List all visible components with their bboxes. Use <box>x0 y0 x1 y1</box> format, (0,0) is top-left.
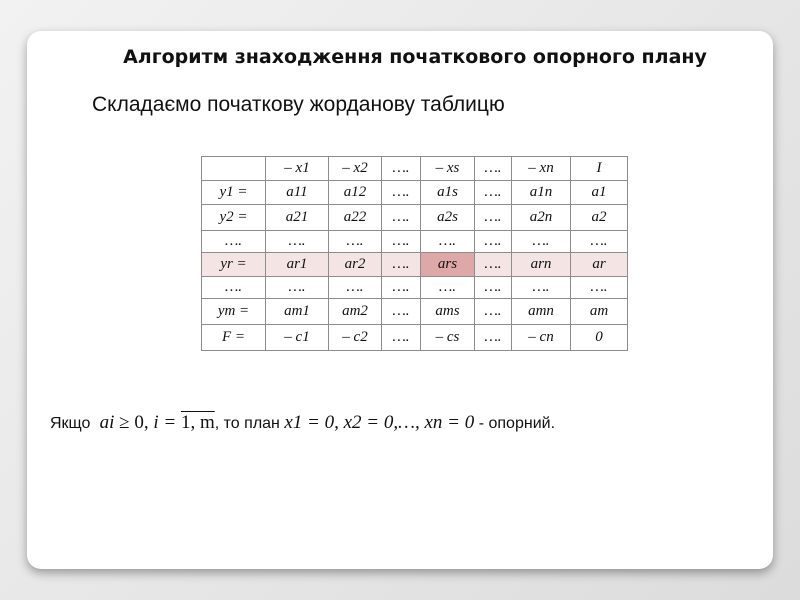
optimality-condition: Якщо ai ≥ 0, i = 1, m, то план x1 = 0, x2 = 0,…, xn = 0 - опорний. <box>50 412 556 433</box>
table-cell: …. <box>202 277 266 299</box>
table-cell: a22 <box>329 205 382 231</box>
jordan-table <box>201 156 628 351</box>
table-cell: …. <box>571 231 628 253</box>
condition-prefix: Якщо <box>50 415 91 432</box>
table-cell: ams <box>421 299 475 325</box>
table-cell: a1s <box>421 181 475 205</box>
table-cell: ar <box>571 253 628 277</box>
table-cell: – xs <box>421 157 475 181</box>
table-cell: …. <box>475 277 512 299</box>
table-cell: a1n <box>512 181 571 205</box>
table-cell: …. <box>475 231 512 253</box>
table-row <box>202 157 628 181</box>
table-cell: a2s <box>421 205 475 231</box>
table-cell <box>202 157 266 181</box>
table-cell: …. <box>382 231 421 253</box>
table-cell: …. <box>421 231 475 253</box>
table-cell: …. <box>475 253 512 277</box>
slide-subtitle: Складаємо початкову жорданову таблицю <box>92 93 505 116</box>
table-cell: …. <box>382 205 421 231</box>
table-row <box>202 299 628 325</box>
table-cell: …. <box>475 205 512 231</box>
table-cell: …. <box>475 299 512 325</box>
table-cell: …. <box>382 253 421 277</box>
table-cell: a12 <box>329 181 382 205</box>
table-cell: – cn <box>512 325 571 351</box>
condition-suffix: - опорний. <box>478 415 556 432</box>
table-cell: ym = <box>202 299 266 325</box>
table-row <box>202 205 628 231</box>
table-cell: …. <box>266 231 329 253</box>
table-cell: – c1 <box>266 325 329 351</box>
table-cell: a11 <box>266 181 329 205</box>
table-cell: …. <box>512 231 571 253</box>
table-cell: y1 = <box>202 181 266 205</box>
table-cell: – c2 <box>329 325 382 351</box>
table-cell: …. <box>475 157 512 181</box>
table-cell: am <box>571 299 628 325</box>
pivot-cell: ars <box>421 253 475 277</box>
table-row <box>202 325 628 351</box>
table-cell: …. <box>266 277 329 299</box>
table-cell: …. <box>382 325 421 351</box>
table-cell: I <box>571 157 628 181</box>
table-row <box>202 181 628 205</box>
table-cell: …. <box>571 277 628 299</box>
table-cell: F = <box>202 325 266 351</box>
table-cell: …. <box>382 181 421 205</box>
table-cell: …. <box>475 181 512 205</box>
table-cell: …. <box>512 277 571 299</box>
table-cell: – x2 <box>329 157 382 181</box>
table-cell: …. <box>382 299 421 325</box>
table-cell: …. <box>382 157 421 181</box>
table-row <box>202 231 628 253</box>
table-cell: arn <box>512 253 571 277</box>
condition-plan: x1 = 0, x2 = 0,…, xn = 0 <box>284 412 475 433</box>
table-cell: amn <box>512 299 571 325</box>
table-cell: am2 <box>329 299 382 325</box>
table-cell: 0 <box>571 325 628 351</box>
table-cell: yr = <box>202 253 266 277</box>
table-cell: – x1 <box>266 157 329 181</box>
table-cell: a2n <box>512 205 571 231</box>
table-row <box>202 277 628 299</box>
table-cell: …. <box>475 325 512 351</box>
table-cell: …. <box>329 231 382 253</box>
condition-middle: то план <box>223 415 280 432</box>
table-cell: …. <box>202 231 266 253</box>
table-cell: – xn <box>512 157 571 181</box>
table-cell: y2 = <box>202 205 266 231</box>
condition-ai: ai ≥ 0, i = 1, m <box>99 412 215 433</box>
table-cell: a1 <box>571 181 628 205</box>
table-cell: am1 <box>266 299 329 325</box>
slide-title: Алгоритм знаходження початкового опорного плану <box>123 46 707 68</box>
table-cell: ar2 <box>329 253 382 277</box>
table-cell: …. <box>382 277 421 299</box>
table-cell: ar1 <box>266 253 329 277</box>
table-row <box>202 253 628 277</box>
table-cell: – cs <box>421 325 475 351</box>
table-cell: a2 <box>571 205 628 231</box>
table-cell: a21 <box>266 205 329 231</box>
table-cell: …. <box>329 277 382 299</box>
table-cell: …. <box>421 277 475 299</box>
